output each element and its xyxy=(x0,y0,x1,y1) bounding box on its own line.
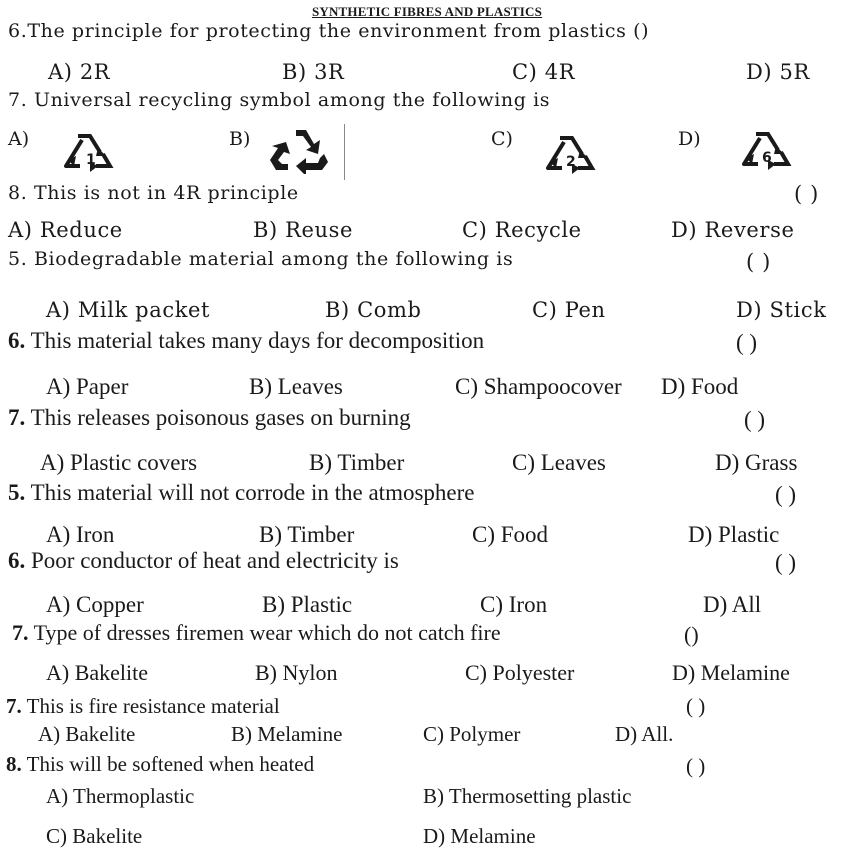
option-c: C) Polyester xyxy=(465,660,575,685)
question-number: 7. xyxy=(8,405,26,430)
question-number: 6. xyxy=(8,328,26,353)
option-c-label: C) xyxy=(491,128,513,150)
option-a: A) 2R xyxy=(48,60,111,84)
option-c: C) Bakelite xyxy=(46,824,143,848)
option-d: D) Melamine xyxy=(423,824,536,848)
question-number: 5. xyxy=(8,248,28,270)
option-b: B) Plastic xyxy=(262,592,353,617)
option-a: A) Bakelite xyxy=(38,722,136,746)
answer-blank: ( ) xyxy=(775,482,797,507)
question-text: This material takes many days for decomposition xyxy=(30,328,485,353)
question-7 xyxy=(8,480,475,506)
question-number: 6. xyxy=(8,20,28,42)
option-b: B) Timber xyxy=(309,450,405,475)
answer-blank: ( ) xyxy=(775,550,797,575)
option-d: D) Stick xyxy=(736,298,827,322)
option-c: C) Polymer xyxy=(423,722,521,746)
resin-code: 6 xyxy=(762,150,772,166)
option-b: B) Leaves xyxy=(249,374,343,399)
option-d: D) All. xyxy=(615,722,674,746)
option-a: A) Thermoplastic xyxy=(46,784,195,808)
question-text: Poor conductor of heat and electricity is xyxy=(31,548,399,573)
question-number: 8. xyxy=(6,752,22,776)
option-b: B) Thermosetting plastic xyxy=(423,784,632,808)
question-8 xyxy=(8,548,399,574)
question-number: 8. xyxy=(8,182,28,204)
question-text: This is not in 4R principle xyxy=(33,182,299,204)
option-a: A) Iron xyxy=(46,522,115,547)
option-d: D) Food xyxy=(661,374,739,399)
question-10 xyxy=(6,694,280,719)
question-number: 6. xyxy=(8,548,26,573)
option-d: D) Grass xyxy=(715,450,798,475)
option-a: A) Milk packet xyxy=(46,298,211,322)
resin-code: 2 xyxy=(566,154,576,170)
option-d-label: D) xyxy=(678,128,701,150)
question-text: This material will not corrode in the atmosphere xyxy=(30,480,475,505)
answer-blank: () xyxy=(684,622,699,647)
question-4 xyxy=(8,248,513,270)
option-b: B) 3R xyxy=(282,60,345,84)
resin-code: 1 xyxy=(86,152,96,168)
option-b: B) Comb xyxy=(325,298,422,322)
option-c: C) Pen xyxy=(532,298,606,322)
question-text: Universal recycling symbol among the following is xyxy=(33,89,551,111)
option-d: D) Melamine xyxy=(672,660,790,685)
option-a: A) Copper xyxy=(46,592,144,617)
recycle-triangle-1-icon xyxy=(56,130,120,178)
question-number: 7. xyxy=(12,620,29,645)
question-6 xyxy=(8,405,411,431)
question-5 xyxy=(8,328,484,354)
question-text: Type of dresses firemen wear which do not catch fire xyxy=(33,620,501,645)
universal-recycle-icon xyxy=(266,128,330,174)
option-a: A) Reduce xyxy=(8,218,123,242)
option-c: C) 4R xyxy=(512,60,576,84)
option-a: A) Paper xyxy=(46,374,129,399)
recycle-triangle-6-icon xyxy=(734,130,798,176)
option-c: C) Iron xyxy=(480,592,548,617)
question-text: The principle for protecting the environment from plastics xyxy=(27,20,627,42)
answer-blank: ( ) xyxy=(744,407,766,432)
option-a-label: A) xyxy=(8,128,30,150)
recycle-triangle-2-icon xyxy=(538,134,602,180)
question-text: Biodegradable material among the following is xyxy=(33,248,514,270)
question-number: 5. xyxy=(8,480,26,505)
column-divider xyxy=(344,124,345,180)
option-c: C) Leaves xyxy=(512,450,606,475)
worksheet-heading: SYNTHETIC FIBRES AND PLASTICS xyxy=(311,4,543,19)
answer-blank: ( ) xyxy=(794,182,819,206)
option-b: B) Melamine xyxy=(231,722,343,746)
option-b: B) Reuse xyxy=(253,218,354,242)
option-b-label: B) xyxy=(229,128,251,150)
question-2 xyxy=(8,89,550,111)
option-c: C) Food xyxy=(472,522,549,547)
question-text: This is fire resistance material xyxy=(26,694,280,718)
answer-blank: ( ) xyxy=(746,250,771,274)
option-a: A) Plastic covers xyxy=(40,450,198,475)
question-9 xyxy=(12,620,501,646)
option-d: D) All xyxy=(703,592,762,617)
option-c: C) Recycle xyxy=(462,218,582,242)
option-b: B) Nylon xyxy=(255,660,338,685)
question-11 xyxy=(6,752,314,777)
question-3 xyxy=(8,182,299,204)
answer-blank: ( ) xyxy=(686,754,706,778)
question-1 xyxy=(8,20,649,42)
answer-blank: ( ) xyxy=(736,330,758,355)
question-number: 7. xyxy=(6,694,22,718)
answer-blank: () xyxy=(633,20,650,42)
option-a: A) Bakelite xyxy=(46,660,149,685)
question-text: This releases poisonous gases on burning xyxy=(30,405,411,430)
option-c: C) Shampoocover xyxy=(455,374,622,399)
option-d: D) Plastic xyxy=(688,522,780,547)
question-text: This will be softened when heated xyxy=(26,752,315,776)
question-number: 7. xyxy=(8,89,28,111)
option-b: B) Timber xyxy=(259,522,355,547)
option-d: D) 5R xyxy=(746,60,810,84)
answer-blank: ( ) xyxy=(686,694,706,718)
option-d: D) Reverse xyxy=(671,218,795,242)
